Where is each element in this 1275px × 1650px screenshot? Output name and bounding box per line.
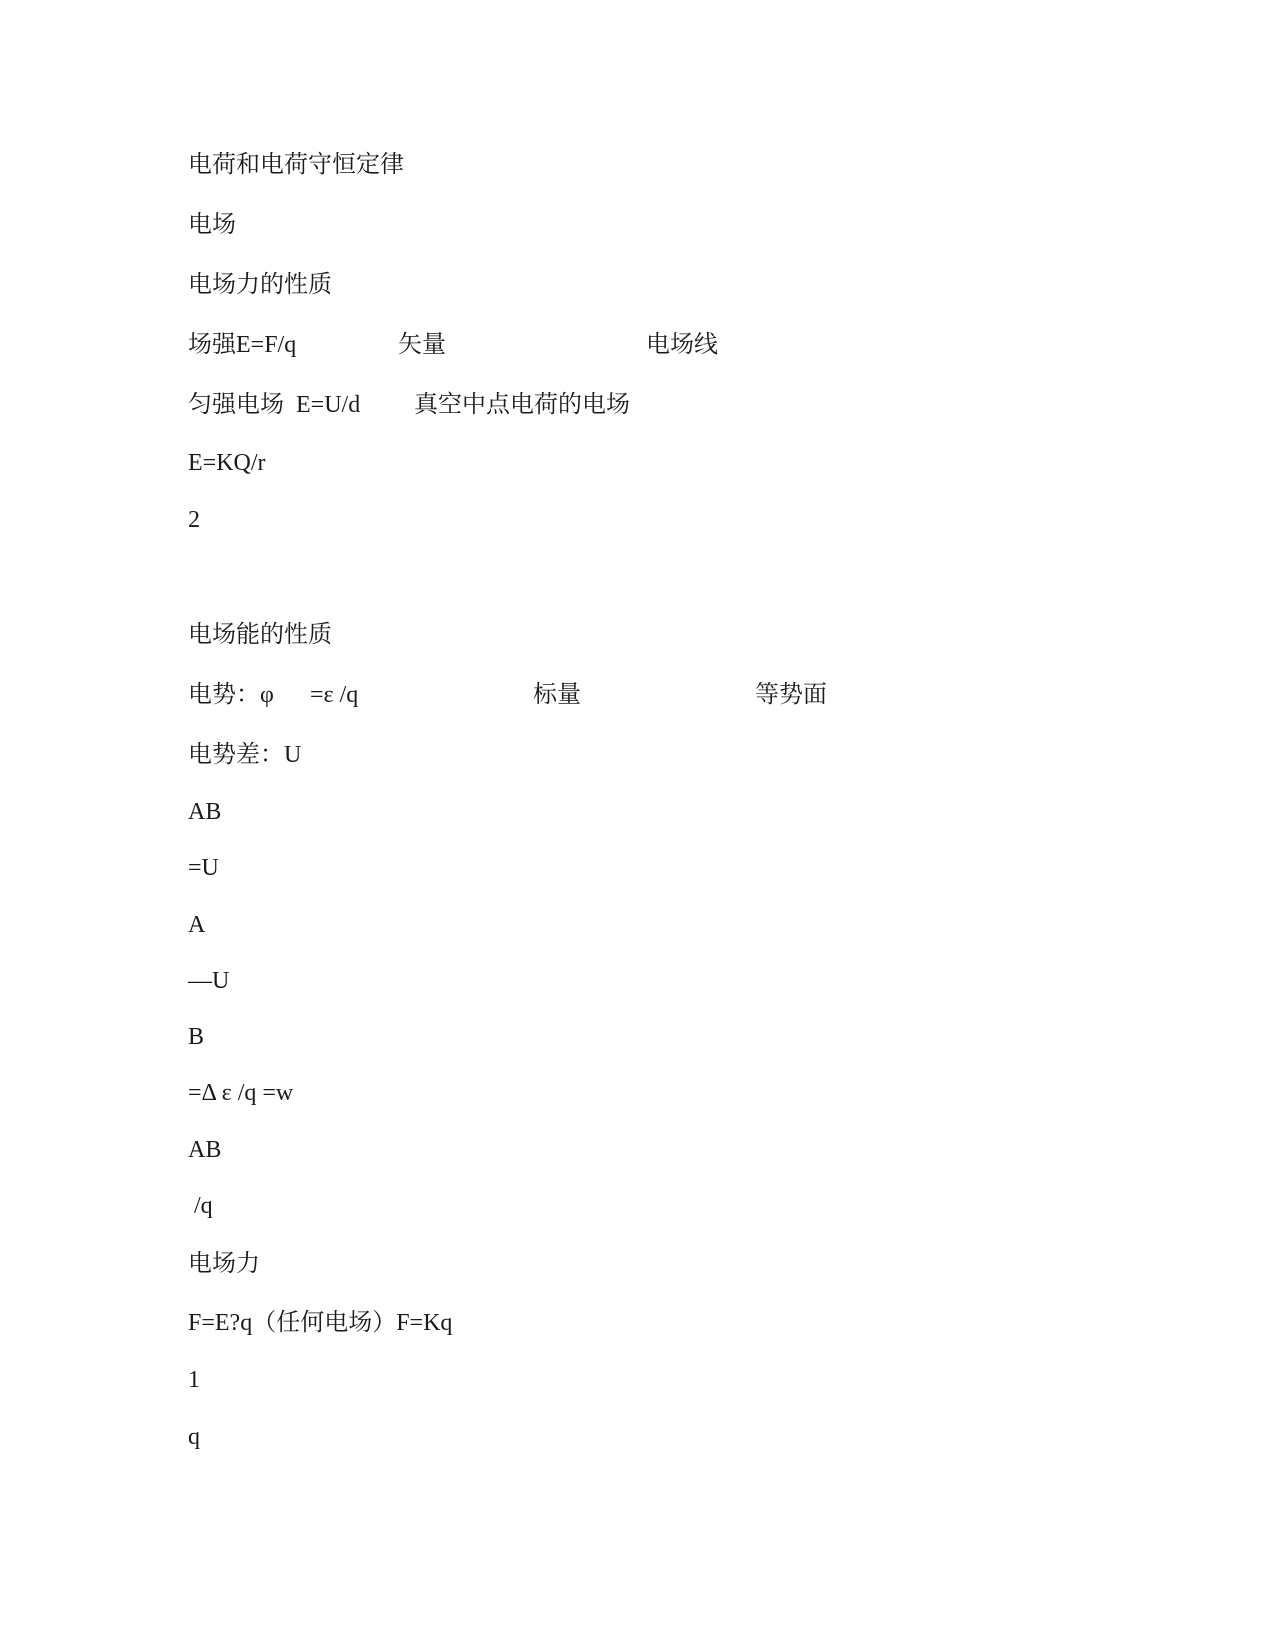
field-lines-label: 电场线 (646, 332, 718, 358)
heading-electric-field: 电场 (188, 212, 236, 238)
uniform-field-formula: 匀强电场 E=U/d (188, 392, 361, 418)
field-strength-formula: 场强E=F/q (188, 332, 297, 358)
divide-q: /q (188, 1193, 213, 1219)
potential-difference-label: 电势差：U (188, 742, 302, 768)
subscript-a: A (188, 912, 206, 938)
point-charge-formula: E=KQ/r (188, 450, 266, 476)
exponent-2: 2 (188, 507, 200, 533)
q-term: q (188, 1424, 200, 1450)
vector-label: 矢量 (398, 332, 446, 358)
delta-epsilon-formula: =Δ ε /q =w (188, 1080, 294, 1106)
equals-u: =U (188, 855, 219, 881)
electric-force-formula: F=E?q（任何电场）F=Kq (188, 1310, 453, 1336)
point-charge-field-label: 真空中点电荷的电场 (414, 392, 630, 418)
heading-field-force-property: 电场力的性质 (188, 272, 332, 298)
heading-field-energy-property: 电场能的性质 (188, 622, 332, 648)
minus-u: —U (188, 968, 230, 994)
potential-formula: =ε /q (310, 682, 359, 708)
subscript-b: B (188, 1024, 205, 1050)
scalar-label: 标量 (533, 682, 581, 708)
potential-label: 电势：φ (188, 682, 274, 708)
heading-electric-force: 电场力 (188, 1251, 260, 1277)
subscript-1: 1 (188, 1367, 200, 1393)
heading-charge-conservation: 电荷和电荷守恒定律 (188, 152, 404, 178)
equipotential-surface-label: 等势面 (755, 682, 827, 708)
subscript-ab: AB (188, 799, 222, 825)
subscript-ab-2: AB (188, 1137, 222, 1163)
